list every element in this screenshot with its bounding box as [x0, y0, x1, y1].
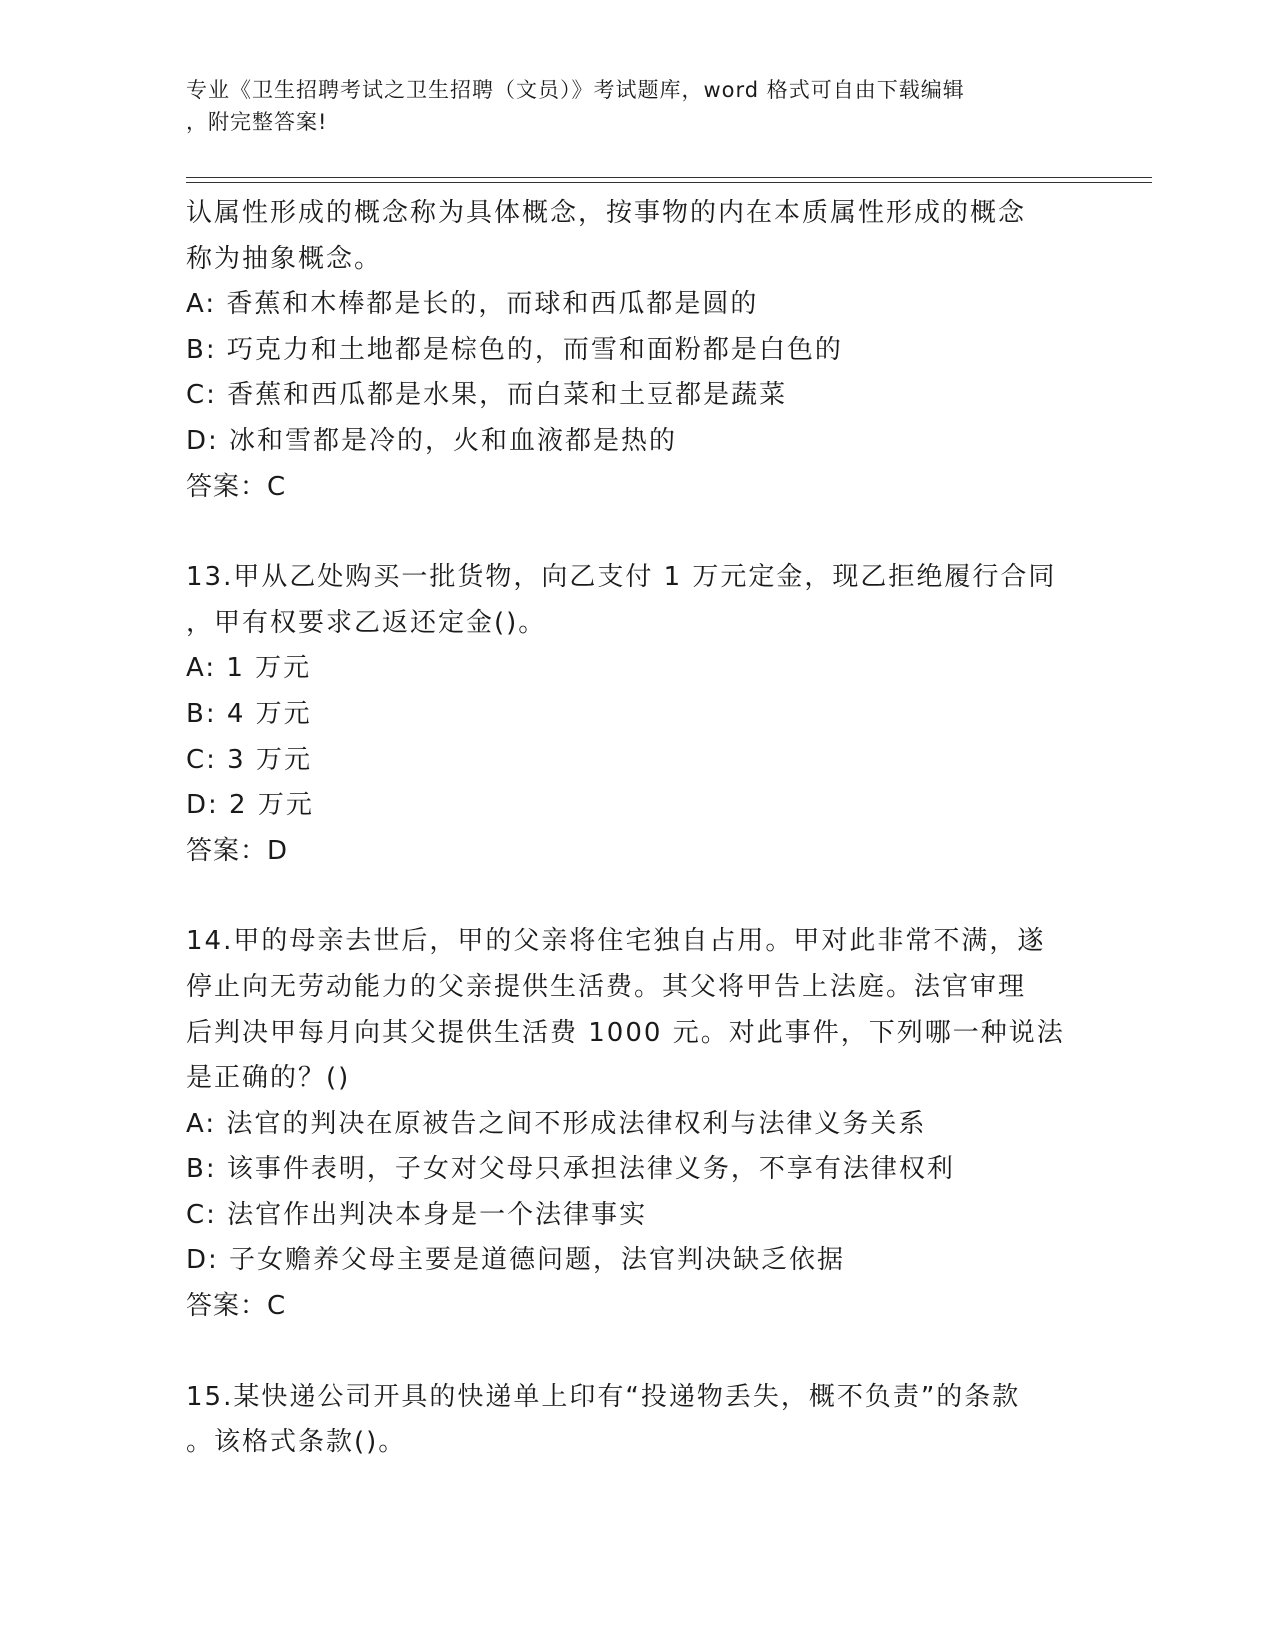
- question-text-line: 13.甲从乙处购买一批货物，向乙支付 1 万元定金，现乙拒绝履行合同: [186, 562, 1057, 593]
- header-line: 专业《卫生招聘考试之卫生招聘（文员）》考试题库，word 格式可自由下载编辑: [186, 78, 965, 102]
- question-text-line: 是正确的？(): [186, 1063, 351, 1094]
- question-block-14: [186, 919, 1086, 1329]
- question-text-line: ，甲有权要求乙返还定金()。: [186, 607, 547, 638]
- option-b: B: 巧克力和土地都是棕色的，而雪和面粉都是白色的: [186, 334, 843, 365]
- option-a: A: 香蕉和木棒都是长的，而球和西瓜都是圆的: [186, 289, 759, 320]
- option-d: D: 2 万元: [186, 790, 314, 821]
- option-d: D: 冰和雪都是冷的，火和血液都是热的: [186, 425, 678, 456]
- document-body: [186, 191, 1086, 1466]
- question-text-line: 。该格式条款()。: [186, 1427, 407, 1458]
- option-c: C: 3 万元: [186, 744, 312, 775]
- header-line: ，附完整答案!: [186, 110, 328, 134]
- option-c: C: 香蕉和西瓜都是水果，而白菜和土豆都是蔬菜: [186, 380, 788, 411]
- header-rule: [186, 182, 1152, 183]
- question-block-13: [186, 555, 1086, 874]
- option-b: B: 4 万元: [186, 698, 312, 729]
- option-c: C: 法官作出判决本身是一个法律事实: [186, 1199, 648, 1230]
- option-a: A: 法官的判决在原被告之间不形成法律权利与法律义务关系: [186, 1108, 927, 1139]
- spacer: [186, 874, 1086, 919]
- option-d: D: 子女赡养父母主要是道德问题，法官判决缺乏依据: [186, 1245, 846, 1276]
- question-text-line: 称为抽象概念。: [186, 243, 383, 274]
- question-text-line: 认属性形成的概念称为具体概念，按事物的内在本质属性形成的概念: [186, 198, 1027, 228]
- answer: 答案：C: [186, 471, 287, 502]
- spacer: [186, 1330, 1086, 1375]
- question-text-line: 停止向无劳动能力的父亲提供生活费。其父将甲告上法庭。法官审理: [186, 971, 1027, 1002]
- question-text-line: 14.甲的母亲去世后，甲的父亲将住宅独自占用。甲对此非常不满，遂: [186, 926, 1046, 957]
- question-block-12: [186, 191, 1086, 510]
- answer: 答案：C: [186, 1291, 287, 1322]
- question-text-line: 15.某快递公司开具的快递单上印有“投递物丢失，概不负责”的条款: [186, 1381, 1021, 1412]
- option-a: A: 1 万元: [186, 653, 312, 684]
- answer: 答案：D: [186, 835, 289, 866]
- spacer: [186, 510, 1086, 555]
- header-rule: [186, 177, 1152, 178]
- option-b: B: 该事件表明，子女对父母只承担法律义务，不享有法律权利: [186, 1154, 955, 1185]
- document-header: [186, 74, 1086, 138]
- question-block-15: [186, 1375, 1086, 1466]
- question-text-line: 后判决甲每月向其父提供生活费 1000 元。对此事件，下列哪一种说法: [186, 1017, 1065, 1048]
